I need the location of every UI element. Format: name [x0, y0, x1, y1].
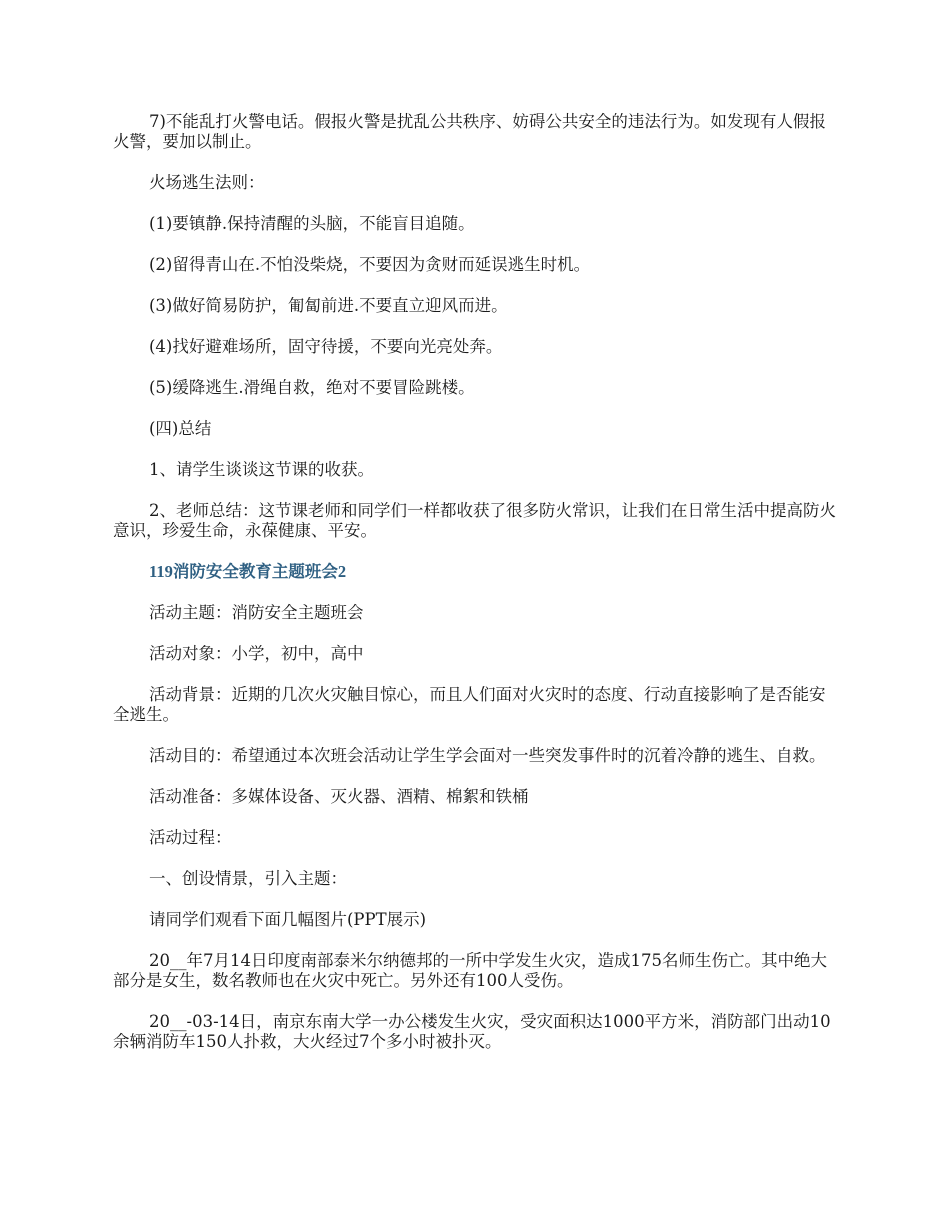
paragraph-activity-preparation: 活动准备：多媒体设备、灭火器、酒精、棉絮和铁桶 [149, 787, 529, 806]
paragraph-escape-rule-4: (4)找好避难场所，固守待援，不要向光亮处奔。 [149, 337, 503, 356]
paragraph-activity-background: 活动背景：近期的几次火灾触目惊心，而且人们面对火灾时的态度、行动直接影响了是否能安全逃生。 [113, 685, 826, 724]
paragraph-escape-rule-5: (5)缓降逃生.滑绳自救，绝对不要冒险跳楼。 [149, 378, 475, 397]
section-heading: 119消防安全教育主题班会2 [149, 562, 347, 581]
paragraph-activity-audience: 活动对象：小学，初中，高中 [149, 644, 364, 663]
paragraph-escape-rule-3: (3)做好简易防护，匍匐前进.不要直立迎风而进。 [149, 296, 508, 315]
paragraph-activity-goal: 活动目的：希望通过本次班会活动让学生学会面对一些突发事件时的沉着冷静的逃生、自救。 [149, 746, 826, 765]
paragraph-escape-rules-title: 火场逃生法则： [149, 173, 265, 192]
paragraph-step-1: 一、创设情景，引入主题： [149, 869, 347, 888]
paragraph-summary-1: 1、请学生谈谈这节课的收获。 [149, 460, 374, 479]
paragraph-india-fire: 20__年7月14日印度南部泰米尔纳德邦的一所中学发生火灾，造成175名师生伤亡。其中绝大部分是女生，数名教师也在火灾中死亡。另外还有100人受伤。 [113, 951, 827, 990]
document-body [113, 112, 841, 1073]
paragraph-summary-title: (四)总结 [149, 419, 212, 438]
paragraph-fire-alarm-rule: 7)不能乱打火警电话。假报火警是扰乱公共秩序、妨碍公共安全的违法行为。如发现有人假报火警，要加以制止。 [113, 112, 826, 151]
paragraph-escape-rule-2: (2)留得青山在.不怕没柴烧，不要因为贪财而延误逃生时机。 [149, 255, 591, 274]
paragraph-activity-process: 活动过程： [149, 828, 232, 847]
paragraph-view-images: 请同学们观看下面几幅图片(PPT展示) [149, 910, 427, 929]
paragraph-activity-theme: 活动主题：消防安全主题班会 [149, 603, 364, 622]
paragraph-summary-2: 2、老师总结：这节课老师和同学们一样都收获了很多防火常识，让我们在日常生活中提高防火意识，珍爱生命，永葆健康、平安。 [113, 501, 836, 540]
paragraph-escape-rule-1: (1)要镇静.保持清醒的头脑，不能盲目追随。 [149, 214, 475, 233]
paragraph-nanjing-fire: 20__-03-14日，南京东南大学一办公楼发生火灾，受灾面积达1000平方米，消防部门出动10余辆消防车150人扑救，大火经过7个多小时被扑灭。 [113, 1012, 831, 1051]
